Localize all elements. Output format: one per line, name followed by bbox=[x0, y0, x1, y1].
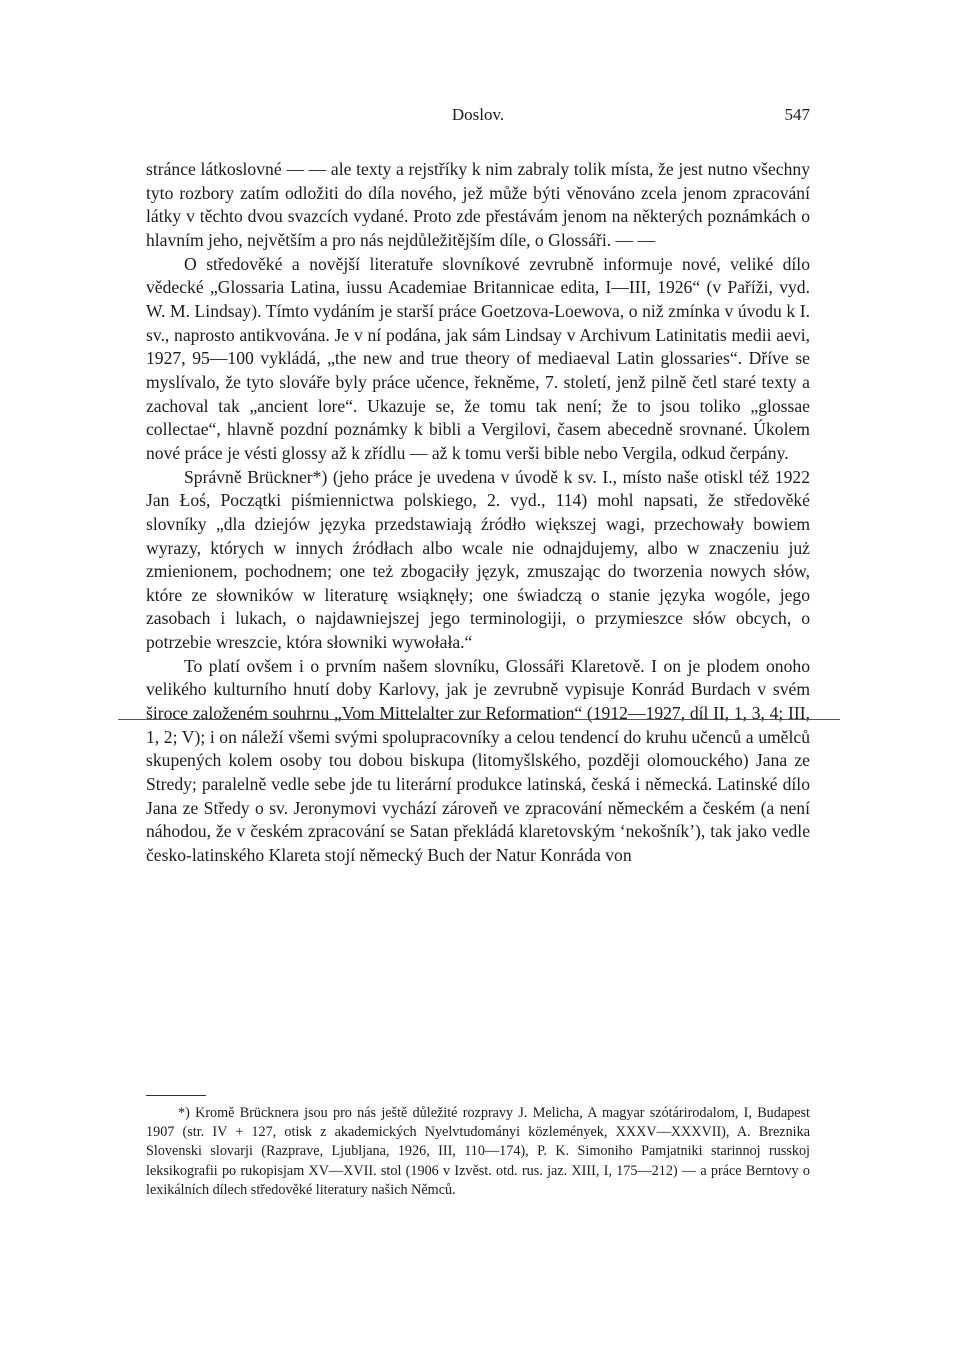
main-text bbox=[146, 158, 810, 868]
running-title: Doslov. bbox=[451, 105, 505, 124]
paragraph: Správně Brückner*) (jeho práce je uvedena v úvodě k sv. I., místo naše otiskl též 1922 Jan Łoś, Początki piśmiennictwa polskiego, 2. vyd., 114) mohl napsati, že středověké slovníky „dla dziejów języka przedstawiają źródło większej wagi, przechowały bowiem wyrazy, których w innych źródłach albo wcale nie odnajdujemy, albo w znaczeniu już zmienionem, pochodnem; one też zbogaciły język, zmuszając do tworzenia nowych słów, które ze słowników w literaturę wsiąknęły; one świadczą o stanie języka wogóle, jego zasobach i lukach, o najdawniejszej jego terminologiji, o przymieszce słów obcych, o potrzebie wreszcie, która słowniki wywołała.“ bbox=[146, 466, 810, 653]
paragraph: To platí ovšem i o prvním našem slovníku, Glossáři Klaretově. I on je plodem onoho velikého kulturního hnutí doby Karlovy, jak je zevrubně vypisuje Konrád Burdach v svém široce založeném souhrnu „Vom Mittelalter zur Reformation“ (1912—1927, díl II, 1, 3, 4; III, 1, 2; V); i on náleží všemi svými spolupracovníky a celou tendencí do kruhu učenců a umělců skupených kolem osoby tou dobou biskupa (litomyšlského, později olomouckého) Jana ze Stredy; paralelně vedle sebe jde tu literární produkce latinská, česká i německá. Latinské dílo Jana ze Středy o sv. Jeronymovi vychází zároveň ve zpracování německém a českém (a není náhodou, že v českém zpracování se Satan překládá klaretovským ‘nekošník’), tak jako vedle česko-latinského Klareta stojí německý Buch der Natur Konráda von bbox=[146, 655, 810, 866]
running-header bbox=[146, 105, 810, 129]
footnotes bbox=[146, 1104, 810, 1200]
paragraph: stránce látkoslovné — — ale texty a rejstříky k nim zabraly tolik místa, že jest nutno všechny tyto rozbory zatím odložiti do díla nového, jež může býti věnováno zcela jenom zpracování látky v těchto dvou svazcích vydané. Proto zde přestávám jenom na některých poznámkách o hlavním jeho, největším a pro nás nejdůležitějším díle, o Glossáři. — — bbox=[146, 159, 810, 250]
scan-rule-line bbox=[118, 719, 840, 720]
page-number: 547 bbox=[784, 105, 810, 124]
footnote-separator bbox=[146, 1095, 206, 1096]
paragraph: O středověké a novější literatuře slovníkové zevrubně informuje nové, veliké dílo vědecké „Glossaria Latina, iussu Academiae Britannicae edita, I—III, 1926“ (v Paříži, vyd. W. M. Lindsay). Tímto vydáním je starší práce Goetzova-Loewova, o niž zmínka v úvodu k I. sv., naprosto antikvována. Je v ní podána, jak sám Lindsay v Archivum Latinitatis medii aevi, 1927, 95—100 vykládá, „the new and true theory of mediaeval Latin glossaries“. Dříve se myslívalo, že tyto slováře byly práce učence, řekněme, 7. století, jenž pilně četl staré texty a zachoval tak „ancient lore“. Ukazuje se, že tomu tak není; že to jsou toliko „glossae collectae“, hlavně pozdní poznámky k bibli a Vergilovi, časem abecedně srovnané. Úkolem nové práce je vésti glossy až k zřídlu — až k tomu verši bible nebo Vergila, odkud čerpány. bbox=[146, 253, 810, 463]
footnote: *) Kromě Brücknera jsou pro nás ještě důležité rozpravy J. Melicha, A magyar szótárirodalom, I, Budapest 1907 (str. IV + 127, otisk z akademických Nyelvtudományi közlemények, XXXV—XXXVII), A. Breznika Slovenski slovarji (Razprave, Ljubljana, 1926, III, 110—174), P. K. Simoniho Pamjatniki starinnoj russkoj leksikografii po rukopisjam XV—XVII. stol (1906 v Izvěst. otd. rus. jaz. XIII, I, 175—212) — a práce Berntovy o lexikálních dílech středověké literatury našich Němců. bbox=[146, 1105, 810, 1198]
